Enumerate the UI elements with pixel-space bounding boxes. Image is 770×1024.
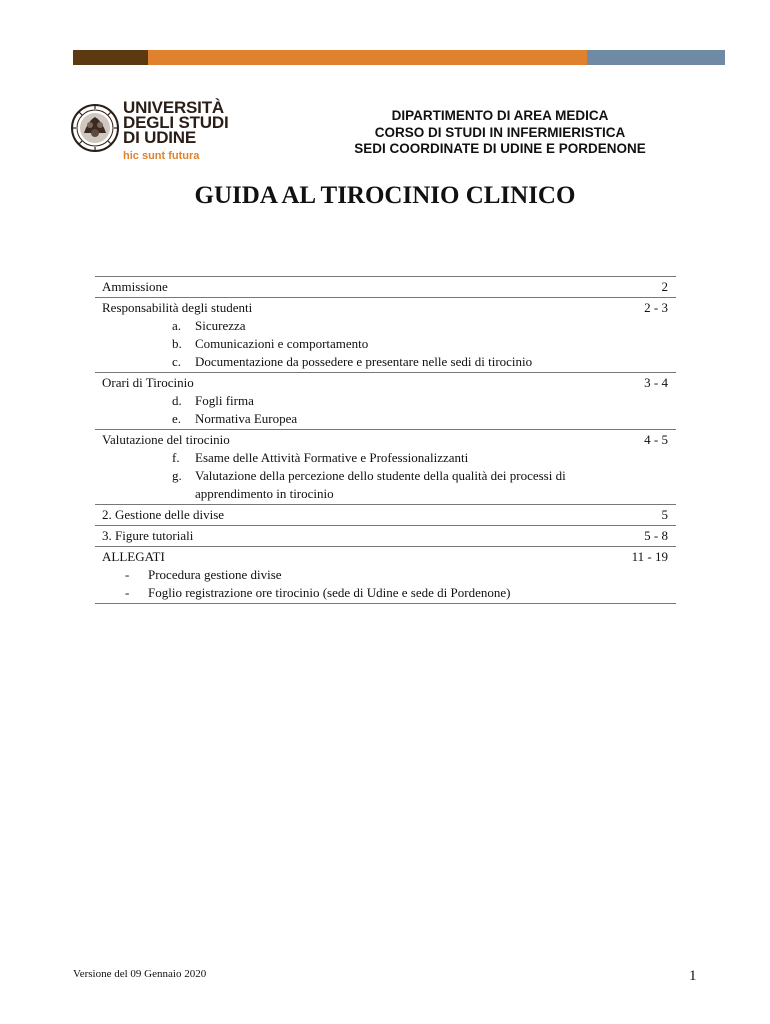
university-seal-icon <box>70 103 120 153</box>
logo-line-2: DEGLI STUDI <box>123 113 229 132</box>
document-title: GUIDA AL TIROCINIO CLINICO <box>194 182 576 209</box>
toc-entry-page: 5 - 8 <box>644 528 668 543</box>
toc-entry-label: Responsabilità degli studenti <box>102 300 253 315</box>
logo-wordmark <box>123 100 228 145</box>
toc-entry-label: Orari di Tirocinio <box>102 375 194 390</box>
subentry-text: Documentazione da possedere e presentare nelle sedi di tirocinio <box>195 354 533 369</box>
subentry-letter: d. <box>172 393 182 408</box>
toc-section-gestione-divise <box>95 504 676 525</box>
subentry-text: Normativa Europea <box>195 411 298 426</box>
logo-tagline: hic sunt futura <box>123 150 200 162</box>
course-line: CORSO DI STUDI IN INFERMIERISTICA <box>374 124 626 140</box>
toc-entry-page: 3 - 4 <box>644 375 668 390</box>
toc-section-orari <box>95 372 676 429</box>
subentry-letter: b. <box>172 336 182 351</box>
toc-subentry <box>95 392 676 410</box>
toc-section-responsabilita <box>95 297 676 372</box>
color-bar-brown <box>73 50 148 65</box>
toc-entry-page: 11 - 19 <box>631 549 668 564</box>
toc-section-figure-tutoriali <box>95 525 676 546</box>
toc-attachment-item <box>95 584 676 602</box>
logo-line-1: UNIVERSITÀ <box>123 98 224 117</box>
toc-section-ammissione <box>95 276 676 297</box>
attachment-text: Procedura gestione divise <box>148 567 282 582</box>
subentry-letter: c. <box>172 354 182 369</box>
dash-bullet: - <box>125 585 130 600</box>
subentry-text: Comunicazioni e comportamento <box>195 336 369 351</box>
subentry-text: Fogli firma <box>195 393 254 408</box>
subentry-text: Sicurezza <box>195 318 246 333</box>
page-number: 1 <box>689 968 697 984</box>
header-color-bar <box>73 50 725 65</box>
toc-section-valutazione <box>95 429 676 504</box>
subentry-letter: e. <box>172 411 182 426</box>
locations-line: SEDI COORDINATE DI UDINE E PORDENONE <box>354 141 646 156</box>
table-of-contents <box>95 276 676 604</box>
subentry-letter: g. <box>172 468 182 483</box>
color-bar-blue <box>587 50 725 65</box>
logo-line-3: DI UDINE <box>123 128 197 147</box>
toc-entry-label: 2. Gestione delle divise <box>102 507 225 522</box>
subentry-letter: a. <box>172 318 182 333</box>
toc-entry-page: 4 - 5 <box>644 432 668 447</box>
toc-attachment-item <box>95 566 676 584</box>
toc-entry-label: 3. Figure tutoriali <box>102 528 194 543</box>
toc-subentry <box>95 353 676 371</box>
department-line: DIPARTIMENTO DI AREA MEDICA <box>391 108 609 123</box>
toc-entry-label: Ammissione <box>102 279 168 294</box>
dash-bullet: - <box>125 567 130 582</box>
toc-subentry <box>95 449 676 467</box>
toc-subentry <box>95 335 676 353</box>
color-bar-orange <box>148 50 587 65</box>
university-logo <box>70 100 255 164</box>
attachment-text: Foglio registrazione ore tirocinio (sede di Udine e sede di Pordenone) <box>148 585 511 600</box>
version-footer: Versione del 09 Gennaio 2020 <box>73 968 207 980</box>
department-header <box>300 108 700 158</box>
toc-subentry <box>95 467 676 503</box>
toc-section-allegati <box>95 546 676 604</box>
toc-entry-page: 2 <box>661 279 668 294</box>
toc-subentry <box>95 410 676 428</box>
toc-entry-label: ALLEGATI <box>102 549 165 564</box>
toc-entry-page: 2 - 3 <box>644 300 668 315</box>
subentry-text: Esame delle Attività Formative e Professionalizzanti <box>195 450 469 465</box>
toc-entry-label: Valutazione del tirocinio <box>102 432 230 447</box>
toc-entry-page: 5 <box>661 507 668 522</box>
subentry-text: Valutazione della percezione dello studente della qualità dei processi di apprendimento in tirocinio <box>195 468 566 501</box>
subentry-letter: f. <box>172 450 180 465</box>
toc-subentry <box>95 317 676 335</box>
